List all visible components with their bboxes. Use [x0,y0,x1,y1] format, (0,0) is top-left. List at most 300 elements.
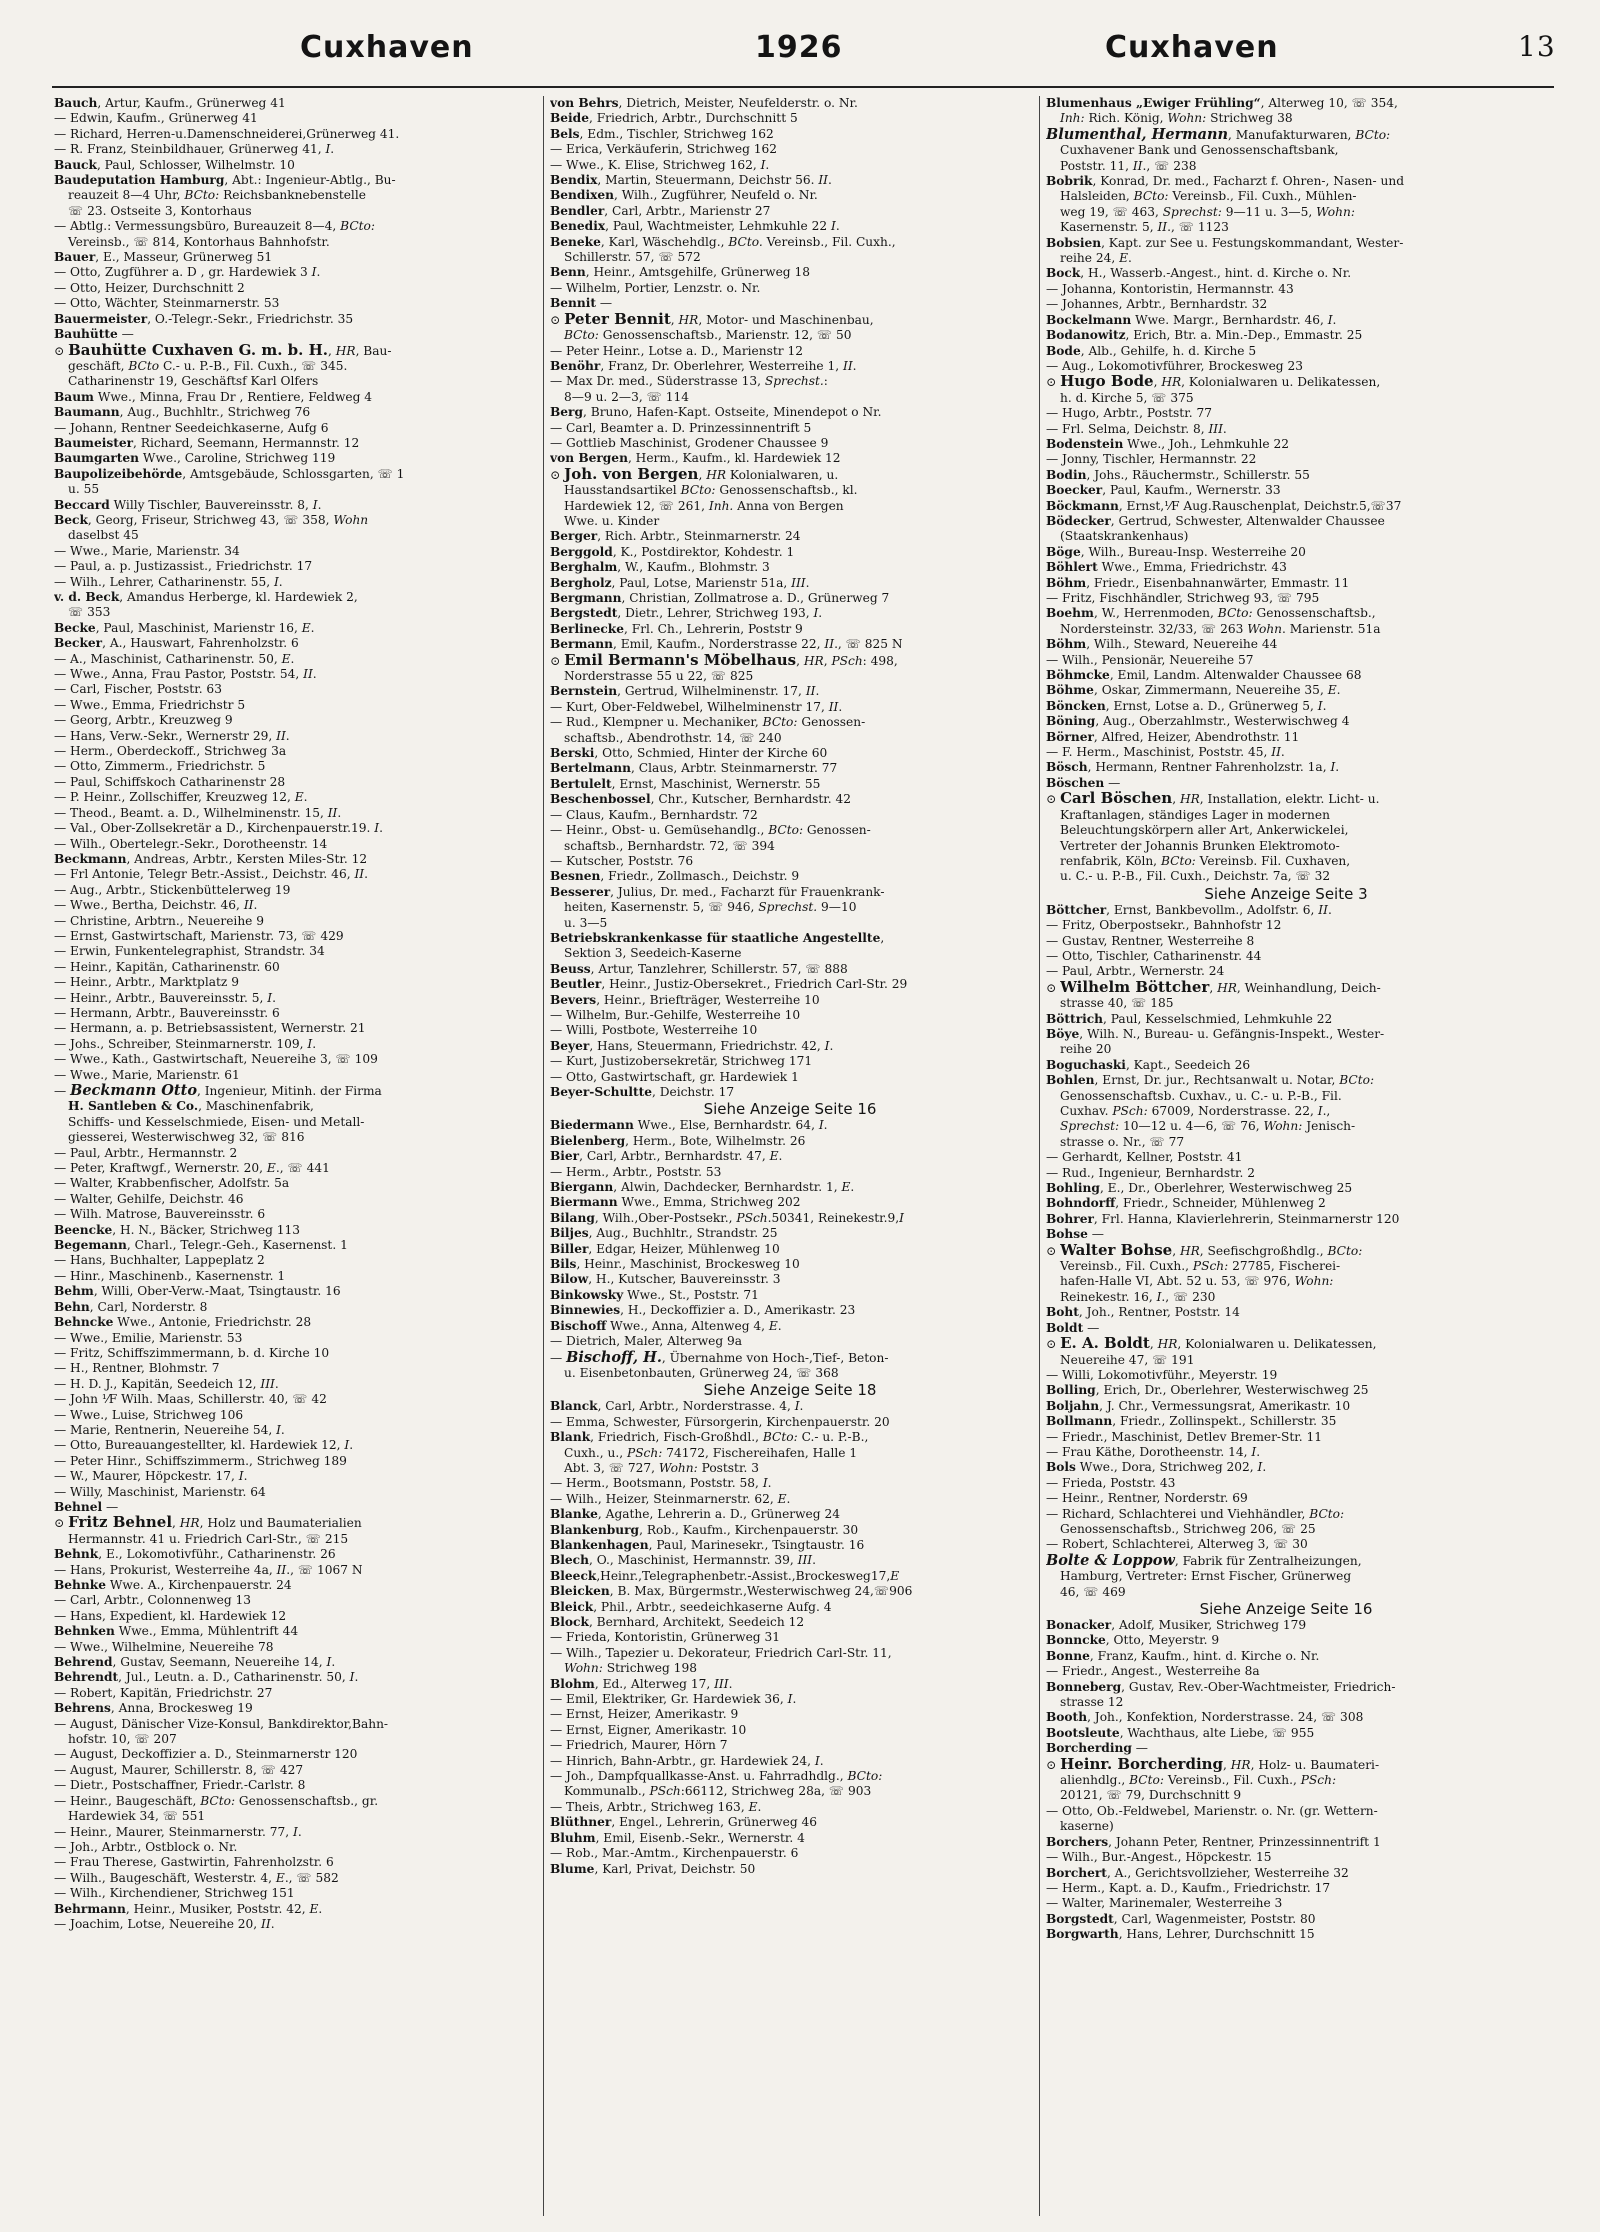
directory-entry: — Richard, Herren-u.Damenschneiderei,Grünerweg 41. [54,126,400,141]
directory-entry: — Wilhelm, Bur.-Gehilfe, Westerreihe 10 [550,1007,801,1022]
directory-entry: — Heinr., Rentner, Norderstr. 69 [1046,1491,1248,1506]
directory-entry: — Robert, Kapitän, Friedrichstr. 27 [54,1685,273,1700]
directory-entry: Beck, Georg, Friseur, Strichweg 43, ☏ 358, Wohn [54,512,369,527]
directory-entry: Cuxhavener Bank und Genossenschaftsbank, [1060,143,1339,158]
directory-entry: — Johanna, Kontoristin, Hermannstr. 43 [1046,281,1294,296]
directory-entry: Sprechst: 10—12 u. 4—6, ☏ 76, Wohn: Jenisch- [1060,1119,1356,1134]
directory-entry: Betriebskrankenkasse für staatliche Angestellte, [550,930,885,945]
directory-entry: ⊙ Carl Böschen, HR, Installation, elektr. Licht- u. [1046,791,1380,808]
directory-entry: — Gottlieb Maschinist, Grodener Chaussee 9 [550,435,829,450]
directory-entry: Blank, Friedrich, Fisch-Großhdl., BCto: C.- u. P.-B., [550,1430,869,1445]
directory-entry: — Frau Therese, Gastwirtin, Fahrenholzstr. 6 [54,1855,334,1870]
directory-entry: Hardewiek 12, ☏ 261, Inh. Anna von Bergen [564,498,844,513]
directory-entry: Borgwarth, Hans, Lehrer, Durchschnitt 15 [1046,1927,1315,1942]
directory-entry: — Abtlg.: Vermessungsbüro, Bureauzeit 8—4, BCto: [54,219,375,234]
directory-entry: — Emma, Schwester, Fürsorgerin, Kirchenpauerstr. 20 [550,1414,890,1429]
directory-entry: Bernstein, Gertrud, Wilhelminenstr. 17, II. [550,684,820,699]
directory-entry: Böhme, Oskar, Zimmermann, Neuereihe 35, E. [1046,683,1341,698]
directory-entry: daselbst 45 [68,528,139,543]
directory-entry: — H., Rentner, Blohmstr. 7 [54,1361,220,1376]
directory-entry: Borcherding — [1046,1741,1148,1756]
directory-entry: — Ernst, Heizer, Amerikastr. 9 [550,1707,739,1722]
directory-entry: Bils, Heinr., Maschinist, Brockesweg 10 [550,1257,800,1272]
directory-entry: — Paul, Arbtr., Wernerstr. 24 [1046,964,1225,979]
directory-entry: Behrens, Anna, Brockesweg 19 [54,1701,253,1716]
directory-entry: hafen-Halle VI, Abt. 52 u. 53, ☏ 976, Wohn: [1060,1274,1334,1289]
directory-entry: Bennit — [550,296,613,311]
directory-entry: Behnk, E., Lokomotivführ., Catharinenstr. 26 [54,1547,336,1562]
directory-entry: Benedix, Paul, Wachtmeister, Lehmkuhle 22 I. [550,219,840,234]
directory-entry: — Hinrich, Bahn-Arbtr., gr. Hardewiek 24, I. [550,1753,824,1768]
directory-entry: — Willy, Maschinist, Marienstr. 64 [54,1484,266,1499]
directory-entry: — Otto, Zugführer a. D , gr. Hardewiek 3 I. [54,265,321,280]
directory-entry: — Joachim, Lotse, Neuereihe 20, II. [54,1916,275,1931]
directory-entry: Kommunalb., PSch:66112, Strichweg 28a, ☏ 903 [564,1784,872,1799]
directory-entry: u. 55 [68,482,100,497]
directory-entry: — Hinr., Maschinenb., Kasernenstr. 1 [54,1268,286,1283]
directory-entry: Berggold, K., Postdirektor, Kohdestr. 1 [550,544,795,559]
directory-entry: — Claus, Kaufm., Bernhardstr. 72 [550,807,758,822]
directory-entry: — Herm., Kapt. a. D., Kaufm., Friedrichstr. 17 [1046,1880,1331,1895]
directory-entry: Borchert, A., Gerichtsvollzieher, Westerreihe 32 [1046,1865,1349,1880]
directory-entry: — Johs., Schreiber, Steinmarnerstr. 109, I. [54,1036,317,1051]
directory-entry: Bleeck,Heinr.,Telegraphenbetr.-Assist.,Brockesweg17,E [550,1568,900,1583]
directory-entry: Abt. 3, ☏ 727, Wohn: Poststr. 3 [564,1460,759,1475]
directory-entry: — Heinr., Arbtr., Marktplatz 9 [54,975,239,990]
directory-entry: — Wwe., Marie, Marienstr. 34 [54,543,240,558]
directory-entry: Bobsien, Kapt. zur See u. Festungskommandant, Wester- [1046,235,1404,250]
directory-entry: — Rob., Mar.-Amtm., Kirchenpauerstr. 6 [550,1846,799,1861]
header-city-right: Cuxhaven [1105,30,1279,65]
directory-entry: Bohse — [1046,1227,1104,1242]
directory-entry: Bier, Carl, Arbtr., Bernhardstr. 47, E. [550,1149,783,1164]
directory-entry: — Frl. Selma, Deichstr. 8, III. [1046,421,1227,436]
directory-entry: — Friedr., Angest., Westerreihe 8a [1046,1664,1260,1679]
directory-entry: Binkowsky Wwe., St., Poststr. 71 [550,1287,759,1302]
directory-column-1 [54,96,534,2216]
directory-entry: — Otto, Zimmerm., Friedrichstr. 5 [54,759,266,774]
directory-entry: Block, Bernhard, Architekt, Seedeich 12 [550,1615,805,1629]
directory-entry: Biljes, Aug., Buchhltr., Strandstr. 25 [550,1226,778,1241]
directory-entry: Bertulelt, Ernst, Maschinist, Wernerstr. 55 [550,776,821,791]
directory-entry: Blankenburg, Rob., Kaufm., Kirchenpauerstr. 30 [550,1522,859,1537]
directory-entry: — Aug., Lokomotivführer, Brockesweg 23 [1046,358,1303,373]
directory-entry: — Robert, Schlachterei, Alterweg 3, ☏ 30 [1046,1537,1308,1552]
directory-entry: strasse o. Nr., ☏ 77 [1060,1134,1185,1149]
directory-entry: — Gerhardt, Kellner, Poststr. 41 [1046,1150,1243,1165]
directory-entry: H. Santleben & Co., Maschinenfabrik, [68,1099,314,1114]
directory-entry: Bleick, Phil., Arbtr., seedeichkaserne Aufg. 4 [550,1599,832,1614]
directory-entry: — Frl Antonie, Telegr Betr.-Assist., Deichstr. 46, II. [54,867,368,882]
directory-entry: — Hans, Prokurist, Westerreihe 4a, II., ☏ 1067 N [54,1562,363,1577]
directory-entry: — Johann, Rentner Seedeichkaserne, Aufg 6 [54,420,329,435]
directory-entry: reihe 20 [1060,1042,1112,1057]
directory-entry: — Gustav, Rentner, Westerreihe 8 [1046,933,1255,948]
directory-entry: Bolte & Loppow, Fabrik für Zentralheizungen, [1046,1552,1362,1569]
directory-entry: — Frieda, Kontoristin, Grünerweg 31 [550,1630,780,1645]
directory-entry: — Fritz, Oberpostsekr., Bahnhofstr 12 [1046,918,1282,933]
directory-entry: u. Eisenbetonbauten, Grünerweg 24, ☏ 368 [564,1365,839,1380]
directory-entry: — Otto, Bureauangestellter, kl. Hardewiek 12, I. [54,1438,354,1453]
directory-entry: Vereinsb., ☏ 814, Kontorhaus Bahnhofstr. [68,234,330,249]
directory-entry: Biller, Edgar, Heizer, Mühlenweg 10 [550,1241,780,1256]
directory-entry: v. d. Beck, Amandus Herberge, kl. Hardewiek 2, [54,590,358,604]
directory-entry: Bauch, Artur, Kaufm., Grünerweg 41 [54,96,286,110]
directory-entry: — Kurt, Ober-Feldwebel, Wilhelminenstr 17, II. [550,699,843,714]
directory-entry: — Wilh., Tapezier u. Dekorateur, Friedrich Carl-Str. 11, [550,1645,892,1660]
directory-entry: — Theis, Arbtr., Strichweg 163, E. [550,1799,762,1814]
directory-entry: Blüthner, Engel., Lehrerin, Grünerweg 46 [550,1815,817,1830]
directory-entry: von Bergen, Herm., Kaufm., kl. Hardewiek 12 [550,451,841,466]
directory-entry: — Heinr., Maurer, Steinmarnerstr. 77, I. [54,1824,302,1839]
directory-entry: Hardewiek 34, ☏ 551 [68,1809,206,1824]
directory-entry: Bilow, H., Kutscher, Bauvereinsstr. 3 [550,1272,781,1287]
directory-entry: Cuxhav. PSch: 67009, Norderstrasse. 22, I., [1060,1104,1331,1118]
directory-entry: Bootsleute, Wachthaus, alte Liebe, ☏ 955 [1046,1725,1315,1740]
directory-entry: — Jonny, Tischler, Hermannstr. 22 [1046,452,1257,467]
directory-entry: Boht, Joh., Rentner, Poststr. 14 [1046,1305,1240,1320]
directory-entry: — Otto, Heizer, Durchschnitt 2 [54,280,245,295]
directory-entry: Boehm, W., Herrenmoden, BCto: Genossenschaftsb., [1046,606,1376,621]
directory-entry: — Aug., Arbtr., Stickenbüttelerweg 19 [54,882,291,897]
directory-entry: Bendix, Martin, Steuermann, Deichstr 56. II. [550,173,832,188]
directory-entry: Bollmann, Friedr., Zollinspekt., Schillerstr. 35 [1046,1414,1337,1429]
directory-entry: Siehe Anzeige Seite 18 [703,1381,877,1400]
directory-entry: Böye, Wilh. N., Bureau- u. Gefängnis-Inspekt., Wester- [1046,1026,1385,1041]
directory-entry: — Walter, Gehilfe, Deichstr. 46 [54,1191,244,1206]
directory-entry: — Otto, Gastwirtschaft, gr. Hardewiek 1 [550,1069,799,1084]
directory-entry: — Wilh., Heizer, Steinmarnerstr. 62, E. [550,1491,791,1506]
directory-entry: Vertreter der Johannis Brunken Elektromoto- [1060,838,1340,853]
directory-entry: Bohndorff, Friedr., Schneider, Mühlenweg 2 [1046,1196,1326,1211]
directory-entry: — Otto, Ob.-Feldwebel, Marienstr. o. Nr. (gr. Wettern- [1046,1803,1378,1818]
directory-entry: Bodenstein Wwe., Joh., Lehmkuhle 22 [1046,436,1289,451]
directory-entry: — Carl, Arbtr., Colonnenweg 13 [54,1593,252,1608]
directory-entry: Bonncke, Otto, Meyerstr. 9 [1046,1633,1220,1648]
directory-entry: ⊙ Hugo Bode, HR, Kolonialwaren u. Delikatessen, [1046,374,1381,391]
directory-entry: Bösch, Hermann, Rentner Fahrenholzstr. 1a, I. [1046,760,1340,775]
directory-entry: Blohm, Ed., Alterweg 17, III. [550,1676,733,1691]
directory-entry: ⊙ Emil Bermann's Möbelhaus, HR, PSch: 498, [550,652,898,669]
directory-entry: — Christine, Arbtrn., Neuereihe 9 [54,913,265,928]
directory-entry: schaftsb., Abendrothstr. 14, ☏ 240 [564,730,782,745]
directory-entry: Bielenberg, Herm., Bote, Wilhelmstr. 26 [550,1133,806,1148]
directory-entry: Baumann, Aug., Buchhltr., Strichweg 76 [54,405,311,420]
directory-entry: — Joh., Arbtr., Ostblock o. Nr. [54,1839,238,1854]
directory-entry: — Wwe., Kath., Gastwirtschaft, Neuereihe 3, ☏ 109 [54,1052,378,1067]
directory-entry: Wohn: Strichweg 198 [564,1661,697,1676]
directory-entry: Bödecker, Gertrud, Schwester, Altenwalder Chaussee [1046,513,1385,528]
directory-entry: Behnken Wwe., Emma, Mühlentrift 44 [54,1624,299,1639]
directory-entry: ⊙ Peter Bennit, HR, Motor- und Maschinenbau, [550,311,874,328]
directory-entry: — Heinr., Baugeschäft, BCto: Genossenschaftsb., gr. [54,1793,379,1808]
directory-entry: Bergmann, Christian, Zollmatrose a. D., Grünerweg 7 [550,591,890,605]
directory-entry: — Wilh., Pensionär, Neuereihe 57 [1046,652,1254,667]
directory-entry: Bobrik, Konrad, Dr. med., Facharzt f. Ohren-, Nasen- und [1046,174,1405,189]
directory-entry: Beleuchtungskörpern aller Art, Ankerwickelei, [1060,823,1349,838]
directory-entry: Baumgarten Wwe., Caroline, Strichweg 119 [54,451,336,466]
directory-entry: Bendixen, Wilh., Zugführer, Neufeld o. Nr. [550,188,818,203]
directory-entry: ⊙ Heinr. Borcherding, HR, Holz- u. Baumateri- [1046,1756,1380,1773]
directory-entry: — Kurt, Justizobersekretär, Strichweg 171 [550,1054,813,1069]
directory-entry: Baupolizeibehörde, Amtsgebäude, Schlossgarten, ☏ 1 [54,466,405,481]
directory-entry: Bermann, Emil, Kaufm., Norderstrasse 22, II., ☏ 825 N [550,637,903,652]
directory-entry: — Wilh., Lehrer, Catharinenstr. 55, I. [54,574,283,589]
directory-entry: — Ernst, Eigner, Amerikastr. 10 [550,1722,747,1737]
directory-entry: Behrendt, Jul., Leutn. a. D., Catharinenstr. 50, I. [54,1670,359,1685]
directory-entry: — Heinr., Obst- u. Gemüsehandlg., BCto: Genossen- [550,823,871,838]
directory-entry: — Wwe., Luise, Strichweg 106 [54,1407,244,1422]
directory-entry: — Beckmann Otto, Ingenieur, Mitinh. der Firma [54,1083,382,1099]
directory-entry: Bohling, E., Dr., Oberlehrer, Westerwischweg 25 [1046,1181,1353,1196]
directory-entry: Böhmcke, Emil, Landm. Altenwalder Chaussee 68 [1046,668,1362,683]
directory-entry: ⊙ Joh. von Bergen, HR Kolonialwaren, u. [550,466,839,483]
directory-entry: — Herm., Bootsmann, Poststr. 58, I. [550,1476,772,1491]
directory-entry: Biedermann Wwe., Else, Bernhardstr. 64, I. [550,1118,828,1133]
directory-entry: — Wilh., Kirchendiener, Strichweg 151 [54,1886,295,1901]
directory-entry: Blume, Karl, Privat, Deichstr. 50 [550,1861,756,1876]
directory-entry: Schiffs- und Kesselschmiede, Eisen- und Metall- [68,1114,365,1129]
directory-entry: — Paul, a. p. Justizassist., Friedrichstr. 17 [54,559,313,574]
directory-entry: ⊙ Fritz Behnel, HR, Holz und Baumaterialien [54,1515,362,1532]
directory-entry: Besserer, Julius, Dr. med., Facharzt für Frauenkrank- [550,884,885,899]
directory-entry: alienhdlg., BCto: Vereinsb., Fil. Cuxh., PSch: [1060,1773,1337,1788]
directory-entry: Blech, O., Maschinist, Hermannstr. 39, III. [550,1553,816,1568]
header-rule [52,86,1554,88]
directory-entry: Böhm, Friedr., Eisenbahnanwärter, Emmastr. 11 [1046,575,1350,590]
directory-entry: ⊙ Walter Bohse, HR, Seefischgroßhdlg., BCto: [1046,1242,1363,1259]
directory-entry: Baudeputation Hamburg, Abt.: Ingenieur-Abtlg., Bu- [54,173,396,188]
directory-entry: Bonacker, Adolf, Musiker, Strichweg 179 [1046,1618,1307,1632]
directory-entry: Benöhr, Franz, Dr. Oberlehrer, Westerreihe 1, II. [550,358,857,373]
directory-entry: Biermann Wwe., Emma, Strichweg 202 [550,1195,801,1210]
directory-entry: Böhm, Wilh., Steward, Neuereihe 44 [1046,637,1278,652]
directory-entry: — August, Dänischer Vize-Konsul, Bankdirektor,Bahn- [54,1716,389,1731]
directory-entry: Wwe. u. Kinder [564,513,660,528]
directory-entry: — Peter, Kraftwgf., Wernerstr. 20, E., ☏ 441 [54,1161,330,1176]
directory-entry: giesserei, Westerwischweg 32, ☏ 816 [68,1130,305,1145]
directory-entry: Hamburg, Vertreter: Ernst Fischer, Grünerweg [1060,1569,1352,1584]
directory-entry: Böttcher, Ernst, Bankbevollm., Adolfstr. 6, II. [1046,902,1332,917]
directory-entry: — Marie, Rentnerin, Neuereihe 54, I. [54,1422,285,1437]
directory-entry: — Carl, Beamter a. D. Prinzessinnentrift 5 [550,420,812,435]
directory-entry: — Max Dr. med., Süderstrasse 13, Sprechst.: [550,374,828,389]
directory-entry: Bischoff Wwe., Anna, Altenweg 4, E. [550,1318,782,1333]
directory-entry: Blumenhaus „Ewiger Frühling“, Alterweg 10, ☏ 354, [1046,96,1398,110]
directory-entry: u. 3—5 [564,915,608,930]
directory-entry: — Fritz, Schiffszimmermann, b. d. Kirche 10 [54,1345,330,1360]
directory-entry: Berlinecke, Frl. Ch., Lehrerin, Poststr 9 [550,621,803,636]
directory-entry: h. d. Kirche 5, ☏ 375 [1060,390,1194,405]
directory-entry: Begemann, Charl., Telegr.-Geh., Kasernenst. 1 [54,1238,348,1253]
directory-entry: — Hans, Expedient, kl. Hardewiek 12 [54,1608,287,1623]
directory-entry: — Paul, Arbtr., Hermannstr. 2 [54,1145,238,1160]
directory-entry: ⊙ Wilhelm Böttcher, HR, Weinhandlung, Deich- [1046,979,1381,996]
directory-entry: — August, Maurer, Schillerstr. 8, ☏ 427 [54,1762,304,1777]
header-year: 1926 [755,30,843,65]
directory-entry: Bolling, Erich, Dr., Oberlehrer, Westerwischweg 25 [1046,1383,1369,1398]
directory-entry: Beneke, Karl, Wäschehdlg., BCto. Vereinsb., Fil. Cuxh., [550,234,896,249]
directory-entry: — Otto, Wächter, Steinmarnerstr. 53 [54,296,280,311]
directory-entry: Bels, Edm., Tischler, Strichweg 162 [550,126,774,141]
directory-entry: — Wwe., Anna, Frau Pastor, Poststr. 54, II. [54,667,317,682]
directory-entry: — W., Maurer, Höpckestr. 17, I. [54,1469,248,1484]
directory-entry: — Val., Ober-Zollsekretär a D., Kirchenpauerstr.19. I. [54,821,383,836]
directory-entry: — Wilh., Bur.-Angest., Höpckestr. 15 [1046,1850,1272,1865]
directory-entry: Berg, Bruno, Hafen-Kapt. Ostseite, Minendepot o Nr. [550,405,882,420]
directory-entry: — Rud., Klempner u. Mechaniker, BCto: Genossen- [550,715,866,730]
directory-entry: Biergann, Alwin, Dachdecker, Bernhardstr. 1, E. [550,1180,855,1195]
directory-entry: Norderstrasse 55 u 22, ☏ 825 [564,669,754,684]
directory-entry: Bonne, Franz, Kaufm., hint. d. Kirche o. Nr. [1046,1648,1320,1663]
directory-entry: — Joh., Dampfquallkasse-Anst. u. Fahrradhdlg., BCto: [550,1769,883,1784]
directory-entry: Bauer, E., Masseur, Grünerweg 51 [54,250,273,265]
directory-entry: Behn, Carl, Norderstr. 8 [54,1299,208,1314]
directory-entry: — Heinr., Kapitän, Catharinenstr. 60 [54,959,280,974]
directory-entry: Blanck, Carl, Arbtr., Norderstrasse. 4, I. [550,1399,804,1414]
directory-entry: Behncke Wwe., Antonie, Friedrichstr. 28 [54,1315,312,1330]
directory-entry: — Hermann, Arbtr., Bauvereinsstr. 6 [54,1005,280,1020]
directory-entry: Böncken, Ernst, Lotse a. D., Grünerweg 5, I. [1046,698,1327,713]
directory-entry: heiten, Kasernenstr. 5, ☏ 946, Sprechst. 9—10 [564,900,857,915]
directory-entry: Sektion 3, Seedeich-Kaserne [564,946,742,961]
directory-entry: Bluhm, Emil, Eisenb.-Sekr., Wernerstr. 4 [550,1830,805,1845]
directory-entry: Bauhütte — [54,327,134,342]
directory-entry: Beckmann, Andreas, Arbtr., Kersten Miles-Str. 12 [54,851,368,866]
directory-entry: Börner, Alfred, Heizer, Abendrothstr. 11 [1046,729,1300,744]
directory-entry: Beencke, H. N., Bäcker, Strichweg 113 [54,1222,301,1237]
directory-entry: Genossenschaftsb., Strichweg 206, ☏ 25 [1060,1521,1316,1536]
directory-entry: — F. Herm., Maschinist, Poststr. 45, II. [1046,745,1285,760]
directory-entry: — Wilhelm, Portier, Lenzstr. o. Nr. [550,280,761,295]
directory-entry: — Bischoff, H., Übernahme von Hoch-,Tief-, Beton- [550,1349,889,1366]
directory-entry: — Carl, Fischer, Poststr. 63 [54,682,222,697]
directory-entry: — Friedr., Maschinist, Detlev Bremer-Str. 11 [1046,1429,1323,1444]
directory-entry: ⊙ E. A. Boldt, HR, Kolonialwaren u. Delikatessen, [1046,1336,1377,1353]
directory-entry: — Wilh. Matrose, Bauvereinsstr. 6 [54,1207,266,1222]
directory-entry: reauzeit 8—4 Uhr, BCto: Reichsbanknebenstelle [68,188,366,203]
directory-entry: Bols Wwe., Dora, Strichweg 202, I. [1046,1460,1267,1475]
directory-entry: — Peter Hinr., Schiffszimmerm., Strichweg 189 [54,1453,347,1468]
directory-entry: Beyer, Hans, Steuermann, Friedrichstr. 42, I. [550,1038,834,1053]
directory-entry: — Heinr., Arbtr., Bauvereinsstr. 5, I. [54,990,276,1005]
directory-entry: 46, ☏ 469 [1060,1584,1126,1599]
directory-entry: Bonneberg, Gustav, Rev.-Ober-Wachtmeister, Friedrich- [1046,1679,1396,1694]
directory-entry: — Rud., Ingenieur, Bernhardstr. 2 [1046,1165,1255,1180]
directory-entry: — Willi, Lokomotivführ., Meyerstr. 19 [1046,1367,1278,1382]
directory-entry: Berger, Rich. Arbtr., Steinmarnerstr. 24 [550,529,801,544]
directory-entry: kaserne) [1060,1819,1114,1834]
directory-entry: Blankenhagen, Paul, Marinesekr., Tsingtaustr. 16 [550,1537,865,1552]
directory-entry: strasse 12 [1060,1695,1124,1710]
directory-entry: Beuss, Artur, Tanzlehrer, Schillerstr. 57, ☏ 888 [550,961,848,976]
directory-entry: Neuereihe 47, ☏ 191 [1060,1352,1195,1367]
directory-entry: Bevers, Heinr., Briefträger, Westerreihe 10 [550,992,820,1007]
directory-entry: Boecker, Paul, Kaufm., Wernerstr. 33 [1046,483,1281,498]
directory-entry: Bertelmann, Claus, Arbtr. Steinmarnerstr. 77 [550,761,838,776]
directory-entry: Vereinsb., Fil. Cuxh., PSch: 27785, Fischerei- [1060,1259,1341,1274]
directory-entry: strasse 40, ☏ 185 [1060,996,1174,1011]
directory-entry: Behrend, Gustav, Seemann, Neuereihe 14, I. [54,1655,336,1670]
directory-entry: Baum Wwe., Minna, Frau Dr , Rentiere, Feldweg 4 [54,389,373,404]
directory-entry: Schillerstr. 57, ☏ 572 [564,250,701,265]
directory-entry: Beschenbossel, Chr., Kutscher, Bernhardstr. 42 [550,792,852,807]
directory-entry: ☏ 353 [68,605,111,620]
directory-entry: Bauck, Paul, Schlosser, Wilhelmstr. 10 [54,157,295,172]
directory-entry: Böhlert Wwe., Emma, Friedrichstr. 43 [1046,560,1287,575]
directory-entry: Blanke, Agathe, Lehrerin a. D., Grünerweg 24 [550,1507,840,1522]
directory-entry: Behnel — [54,1499,119,1514]
directory-entry: — Wwe., Marie, Marienstr. 61 [54,1067,240,1082]
directory-entry: — Dietr., Postschaffner, Friedr.-Carlstr. 8 [54,1778,306,1793]
directory-entry: Reinekestr. 16, I., ☏ 230 [1060,1289,1216,1304]
directory-entry: Behm, Willi, Ober-Verw.-Maat, Tsingtaustr. 16 [54,1284,341,1299]
column-divider [543,96,544,2216]
directory-entry: Poststr. 11, II., ☏ 238 [1060,158,1197,173]
directory-entry: Becke, Paul, Maschinist, Marienstr 16, E. [54,620,315,635]
directory-entry: renfabrik, Köln, BCto: Vereinsb. Fil. Cuxhaven, [1060,853,1351,868]
directory-entry: — Emil, Elektriker, Gr. Hardewiek 36, I. [550,1692,797,1707]
page-number: 13 [1518,30,1556,63]
directory-entry: von Behrs, Dietrich, Meister, Neufelderstr. o. Nr. [550,96,858,110]
directory-entry: — Wwe., Bertha, Deichstr. 46, II. [54,898,258,913]
directory-entry: reihe 24, E. [1060,251,1132,266]
directory-entry: weg 19, ☏ 463, Sprechst: 9—11 u. 3—5, Wohn: [1060,204,1355,219]
directory-entry: — Edwin, Kaufm., Grünerweg 41 [54,111,258,126]
directory-entry: Borgstedt, Carl, Wagenmeister, Poststr. 80 [1046,1911,1316,1926]
directory-entry: Behnke Wwe. A., Kirchenpauerstr. 24 [54,1578,292,1592]
directory-entry: Halsleiden, BCto: Vereinsb., Fil. Cuxh., Mühlen- [1060,189,1357,204]
directory-entry: — Richard, Schlachterei und Viehhändler, BCto: [1046,1506,1345,1521]
directory-entry: — Otto, Tischler, Catharinenstr. 44 [1046,948,1262,963]
directory-entry: Siehe Anzeige Seite 3 [1204,884,1368,903]
directory-entry: Bode, Alb., Gehilfe, h. d. Kirche 5 [1046,343,1257,358]
directory-entry: — Erica, Verkäuferin, Strichweg 162 [550,142,778,157]
directory-entry: Böning, Aug., Oberzahlmstr., Westerwischweg 4 [1046,714,1350,729]
directory-entry: Siehe Anzeige Seite 16 [1199,1600,1373,1618]
directory-entry: Boljahn, J. Chr., Vermessungsrat, Amerikastr. 10 [1046,1398,1351,1413]
directory-entry: Binnewies, H., Deckoffizier a. D., Amerikastr. 23 [550,1303,856,1318]
directory-entry: Bohrer, Frl. Hanna, Klavierlehrerin, Steinmarnerstr 120 [1046,1211,1400,1226]
directory-entry: Beccard Willy Tischler, Bauvereinsstr. 8, I. [54,497,322,512]
directory-entry: Boguchaski, Kapt., Seedeich 26 [1046,1057,1251,1072]
directory-entry: Borchers, Johann Peter, Rentner, Prinzessinnentrift 1 [1046,1834,1381,1849]
directory-entry: Bodanowitz, Erich, Btr. a. Min.-Dep., Emmastr. 25 [1046,328,1363,343]
directory-entry: — Wwe., Wilhelmine, Neuereihe 78 [54,1639,274,1654]
directory-entry: Berski, Otto, Schmied, Hinter der Kirche 60 [550,746,828,761]
directory-entry: hofstr. 10, ☏ 207 [68,1732,177,1747]
directory-entry: — H. D. J., Kapitän, Seedeich 12, III. [54,1376,279,1391]
page-header [0,30,1600,80]
directory-entry: Beutler, Heinr., Justiz-Obersekret., Friedrich Carl-Str. 29 [550,977,908,992]
directory-entry: Bock, H., Wasserb.-Angest., hint. d. Kirche o. Nr. [1046,266,1352,281]
directory-entry: Beide, Friedrich, Arbtr., Durchschnitt 5 [550,111,798,126]
directory-entry: Bergstedt, Dietr., Lehrer, Strichweg 193, I. [550,606,823,621]
directory-entry: Blumenthal, Hermann, Manufakturwaren, BCto: [1046,126,1391,143]
directory-entry: Hausstandsartikel BCto: Genossenschaftsb., kl. [564,483,858,498]
directory-entry: — Friedrich, Maurer, Hörn 7 [550,1738,728,1753]
directory-entry: Benn, Heinr., Amtsgehilfe, Grünerweg 18 [550,265,810,280]
directory-entry: — Herm., Arbtr., Poststr. 53 [550,1164,722,1179]
directory-entry: ☏ 23. Ostseite 3, Kontorhaus [68,203,252,218]
directory-entry: Cuxh., u., PSch: 74172, Fischereihafen, Halle 1 [564,1445,858,1460]
directory-column-2 [550,96,1030,2216]
directory-entry: Bilang, Wilh.,Ober-Postsekr., PSch.50341, Reinekestr.9,I [550,1210,904,1225]
directory-entry: Bauermeister, O.-Telegr.-Sekr., Friedrichstr. 35 [54,311,354,326]
directory-entry: — Wwe., Emilie, Marienstr. 53 [54,1330,243,1345]
directory-entry: Bendler, Carl, Arbtr., Marienstr 27 [550,203,771,218]
directory-entry: Böge, Wilh., Bureau-Insp. Westerreihe 20 [1046,544,1306,559]
